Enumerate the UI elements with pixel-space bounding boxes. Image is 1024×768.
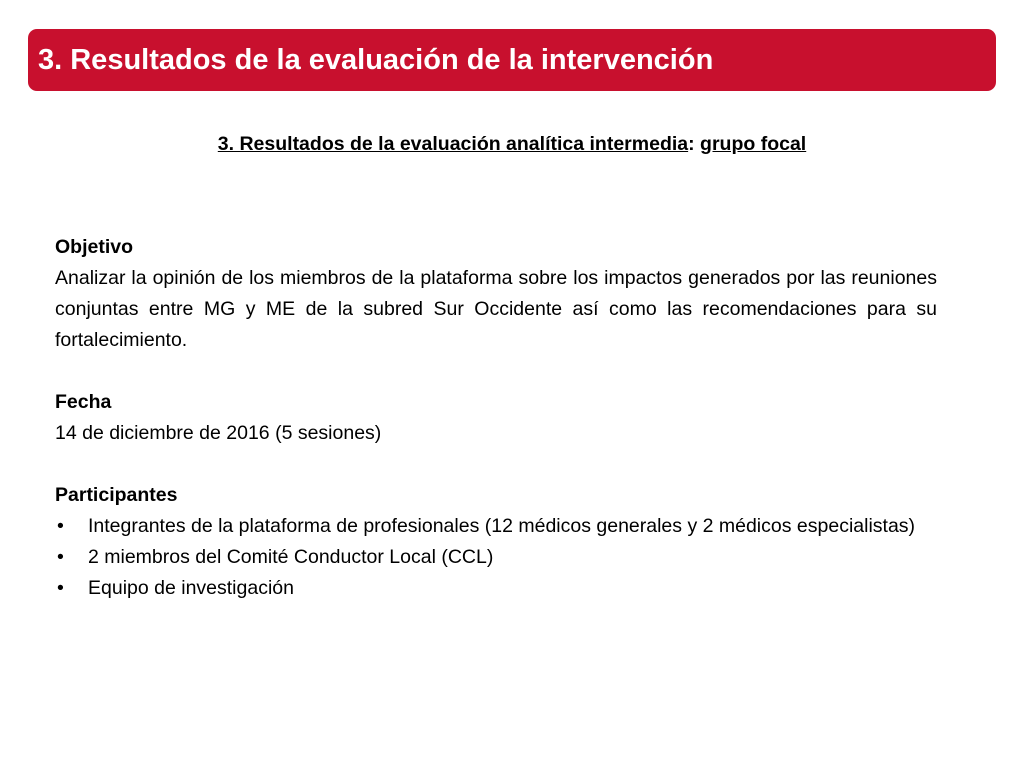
fecha-text: 14 de diciembre de 2016 (5 sesiones) xyxy=(55,422,382,444)
list-item-text: Equipo de investigación xyxy=(88,577,294,599)
bullet-icon: • xyxy=(57,546,64,568)
list-item xyxy=(55,542,937,573)
list-item xyxy=(55,511,937,542)
spacer xyxy=(55,356,937,387)
list-item-text: 2 miembros del Comité Conductor Local (CCL) xyxy=(88,546,494,568)
spacer xyxy=(55,449,937,480)
title-banner xyxy=(28,29,996,91)
list-item xyxy=(55,573,937,604)
subtitle-separator: : xyxy=(688,133,695,155)
participantes-heading: Participantes xyxy=(55,484,178,506)
subtitle-main: 3. Resultados de la evaluación analítica intermedia xyxy=(217,133,689,155)
subtitle-topic: grupo focal xyxy=(700,133,807,155)
objetivo-heading: Objetivo xyxy=(55,236,134,258)
page-title: 3. Resultados de la evaluación de la intervención xyxy=(38,43,714,76)
fecha-heading: Fecha xyxy=(55,391,112,413)
objetivo-text: Analizar la opinión de los miembros de la plataforma sobre los impactos generados por las reuniones conjuntas entre MG y ME de la subred Sur Occidente así como las recomendaciones para su fortalecimiento. xyxy=(55,267,937,351)
participantes-list xyxy=(55,511,937,604)
section-subtitle xyxy=(0,133,1024,156)
content-body xyxy=(55,232,937,604)
list-item-text: Integrantes de la plataforma de profesionales (12 médicos generales y 2 médicos especialistas) xyxy=(88,515,916,537)
bullet-icon: • xyxy=(57,577,64,599)
bullet-icon: • xyxy=(57,515,64,537)
